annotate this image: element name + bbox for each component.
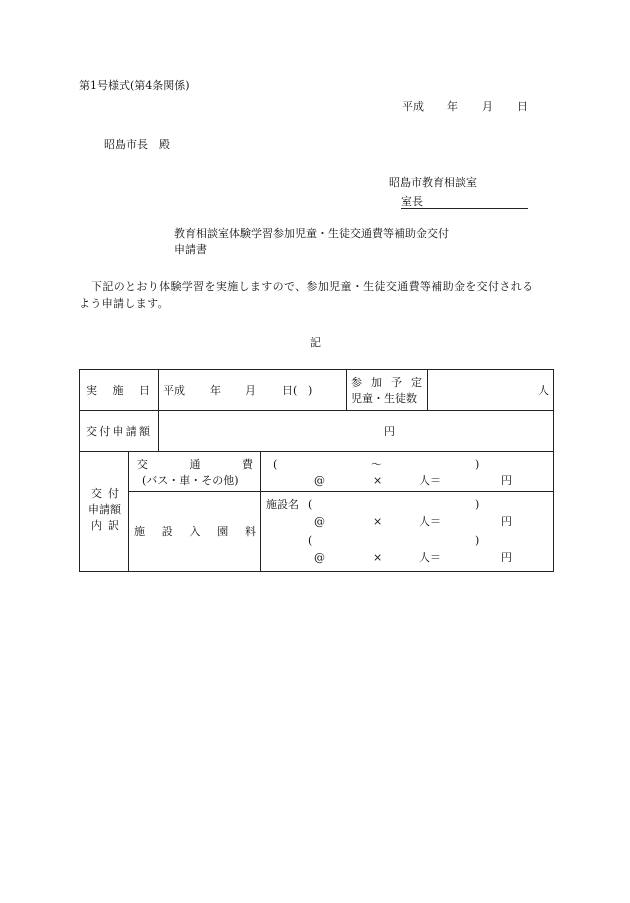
transport-paren-open: (	[273, 458, 278, 471]
col-divider	[346, 370, 347, 410]
label-implementation-date	[86, 385, 150, 396]
ki-heading: 記	[310, 336, 321, 349]
facility-name-label: 施設名	[266, 498, 299, 511]
date-year-cell: 年	[210, 384, 221, 397]
label-char: 内	[91, 519, 102, 532]
date-era-cell: 平成	[163, 384, 185, 397]
admission2-persons: 人＝	[419, 551, 441, 564]
label-char: 加	[371, 376, 382, 389]
admission2-yen: 円	[501, 551, 512, 564]
facility-paren-close: )	[475, 498, 480, 511]
transport-yen: 円	[501, 474, 512, 487]
amount-unit: 円	[384, 425, 395, 438]
body-text-line-1: 下記のとおり体験学習を実施しますので、参加児童・生徒交通費等補助金を交付される	[91, 280, 534, 293]
row-divider	[128, 491, 553, 492]
label-char: 付	[99, 425, 111, 438]
label-char: 日	[139, 384, 150, 397]
label-breakdown-1	[91, 488, 119, 499]
facility2-paren-open: (	[308, 534, 313, 547]
facility2-paren-close: )	[475, 534, 480, 547]
col-divider	[128, 451, 129, 571]
label-char: 請	[125, 425, 137, 438]
sender-signature-line	[401, 196, 528, 209]
document-title-line-2: 申請書	[174, 243, 207, 256]
label-application-amount	[86, 426, 150, 437]
label-breakdown-3	[91, 520, 119, 531]
sender-org: 昭島市教育相談室	[389, 176, 477, 189]
label-char: 通	[189, 458, 201, 471]
label-char: 訳	[108, 519, 119, 532]
date-day: 日	[517, 100, 528, 113]
label-char: 付	[108, 487, 119, 500]
col-divider	[427, 370, 428, 410]
transport-persons: 人＝	[419, 474, 441, 487]
transport-route-tilde: ～	[371, 458, 382, 471]
label-char: 施	[134, 525, 145, 538]
transport-at: @	[314, 474, 325, 487]
label-planned-participants-1	[351, 377, 422, 388]
label-transport	[137, 459, 253, 470]
label-transport-sub: (バス・車・その他)	[142, 474, 239, 487]
transport-times: ×	[373, 474, 383, 487]
col-divider	[260, 451, 261, 571]
admission-at: @	[314, 515, 325, 528]
label-char: 施	[112, 384, 124, 397]
label-char: 費	[242, 458, 253, 471]
label-char: 園	[217, 525, 229, 538]
label-char: 参	[351, 376, 362, 389]
participants-unit: 人	[538, 384, 549, 397]
label-char: 申	[112, 425, 124, 438]
label-planned-participants-2: 児童・生徒数	[351, 392, 417, 405]
admission-times: ×	[373, 515, 383, 528]
admission-persons: 人＝	[419, 515, 441, 528]
facility-paren-open: (	[308, 498, 313, 511]
addressee: 昭島市長 殿	[104, 138, 170, 151]
date-month-cell: 月	[245, 384, 256, 397]
transport-paren-close: )	[475, 458, 480, 471]
label-breakdown-2: 申請額	[88, 503, 121, 516]
label-char: 入	[189, 525, 201, 538]
label-char: 定	[411, 376, 422, 389]
label-char: 額	[139, 425, 150, 438]
admission2-at: @	[314, 551, 325, 564]
label-admission-fee	[134, 526, 256, 537]
date-era: 平成	[402, 100, 424, 113]
col-divider	[158, 370, 159, 451]
date-weekday-close: )	[308, 384, 313, 397]
body-text-line-2: よう申請します。	[79, 297, 169, 310]
date-month: 月	[482, 100, 493, 113]
label-char: 実	[86, 384, 97, 397]
admission2-times: ×	[373, 551, 383, 564]
admission-yen: 円	[501, 515, 512, 528]
date-year: 年	[447, 100, 458, 113]
label-char: 料	[245, 525, 256, 538]
label-char: 交	[91, 487, 102, 500]
row-divider	[80, 451, 553, 452]
sender-title: 室長	[401, 195, 423, 208]
application-table	[79, 369, 554, 572]
form-number: 第1号様式(第4条関係)	[79, 79, 190, 92]
label-char: 交	[137, 458, 148, 471]
row-divider	[80, 410, 553, 411]
label-char: 設	[161, 525, 173, 538]
label-char: 交	[86, 425, 97, 438]
date-day-cell: 日(	[282, 384, 298, 397]
document-title-line-1: 教育相談室体験学習参加児童・生徒交通費等補助金交付	[174, 227, 449, 240]
label-char: 予	[391, 376, 402, 389]
